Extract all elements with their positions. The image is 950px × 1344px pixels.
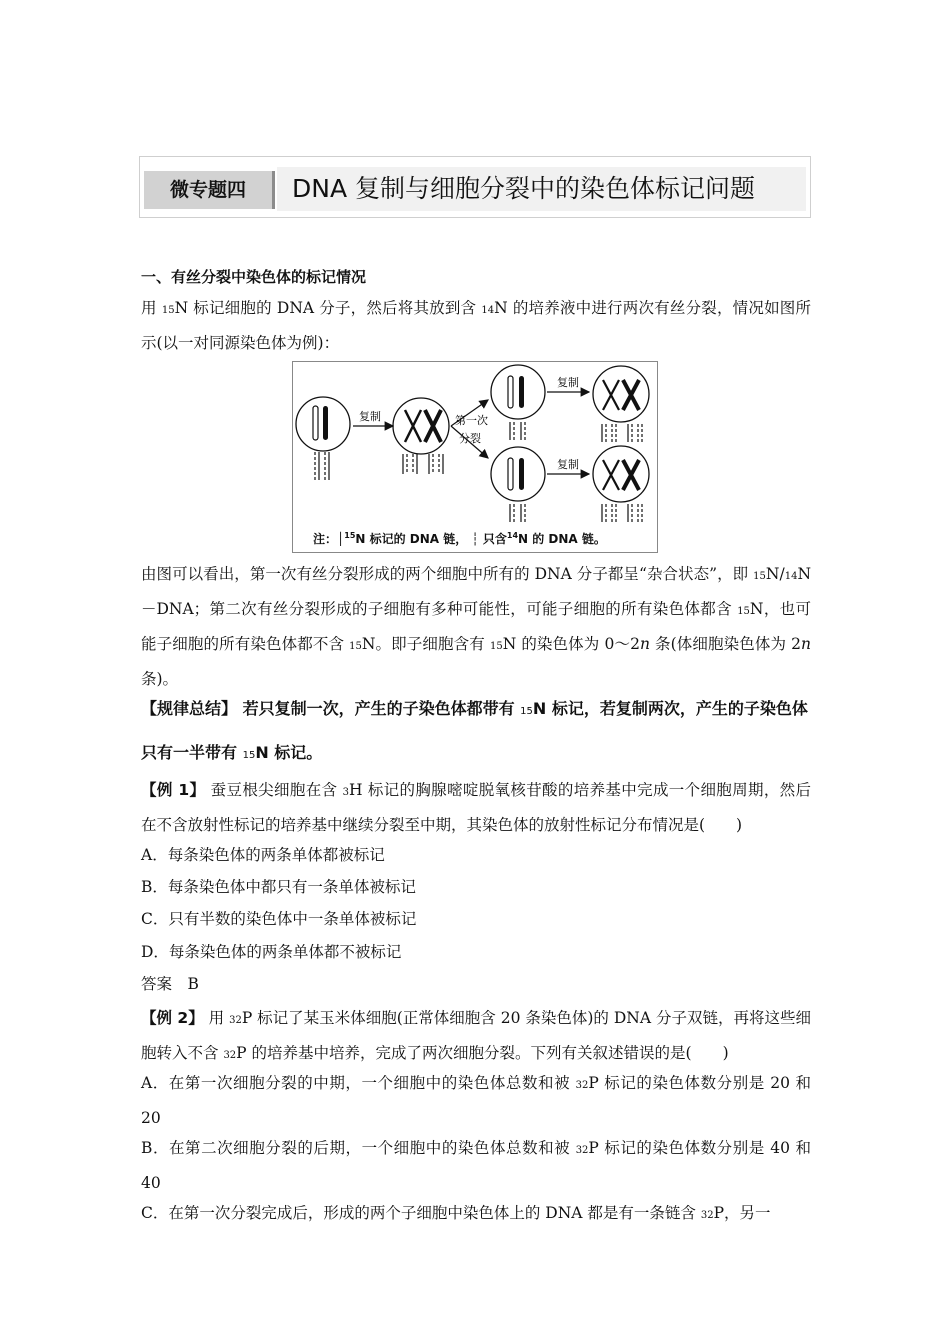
- example-1-option-a: A．每条染色体的两条单体都被标记: [141, 846, 385, 864]
- example-2-option-b: B．在第二次细胞分裂的后期，一个细胞中的染色体总数和被 32P 标记的染色体数分别是 40 和 40: [141, 1139, 811, 1192]
- label-first-division-b: 分裂: [459, 432, 481, 445]
- diagram-svg: [293, 362, 657, 552]
- example-2-option-a: A．在第一次细胞分裂的中期，一个细胞中的染色体总数和被 32P 标记的染色体数分别是 20 和 20: [141, 1074, 812, 1127]
- example-1-option-c: C．只有半数的染色体中一条单体被标记: [141, 910, 417, 928]
- cell-parent: [296, 397, 350, 480]
- daughter-cell-top: [491, 365, 545, 440]
- example-1-answer: 答案 B: [141, 975, 199, 993]
- intro-paragraph: 用 15N 标记细胞的 DNA 分子，然后将其放到含 14N 的培养液中进行两次有丝分裂，情况如图所示(以一对同源染色体为例)：: [141, 299, 811, 352]
- replicated-cell-bottom: [593, 446, 649, 522]
- label-copy-3: 复制: [557, 458, 579, 471]
- example-1-option-b: B．每条染色体中都只有一条单体被标记: [141, 878, 416, 896]
- example-2-option-c: C．在第一次分裂完成后，形成的两个子细胞中染色体上的 DNA 都是有一条链含 32P，另一: [141, 1204, 771, 1222]
- analysis-paragraph: 由图可以看出，第一次有丝分裂形成的两个细胞中所有的 DNA 分子都呈“杂合状态”，即 15N/14N－DNA；第二次有丝分裂形成的子细胞有多种可能性，可能子细胞的所有染色体都含 15N，也可能子细胞的所有染色体都不含 15N。即子细胞含有 15N 的染色体为 0～2n 条(体细胞染色体为 2n 条)。: [141, 565, 812, 688]
- cell-replicated: [393, 398, 449, 474]
- page-title: DNA 复制与细胞分裂中的染色体标记问题: [292, 174, 756, 203]
- mitosis-diagram: [292, 361, 658, 553]
- title-banner: [139, 156, 811, 218]
- example-1-question: 【例 1】 蚕豆根尖细胞在含 3H 标记的胸腺嘧啶脱氧核苷酸的培养基中完成一个细胞周期，然后在不含放射性标记的培养基中继续分裂至中期，其染色体的放射性标记分布情况是( ): [141, 781, 812, 834]
- label-copy-2: 复制: [557, 376, 579, 389]
- section-heading: 一、有丝分裂中染色体的标记情况: [141, 268, 367, 286]
- example-1-option-d: D．每条染色体的两条单体都不被标记: [141, 943, 402, 961]
- figure-note: 注：│$^{15}$N 标记的 DNA 链， ┆ 只含$^{14}$N 的 DNA 链。: [313, 531, 606, 546]
- example-2-question: 【例 2】 用 32P 标记了某玉米体细胞(正常体细胞含 20 条染色体)的 DNA 分子双链，再将这些细胞转入不含 32P 的培养基中培养，完成了两次细胞分裂。下列有关叙述错误的是( ): [141, 1009, 811, 1062]
- rule-summary: 【规律总结】 若只复制一次，产生的子染色体都带有 15N 标记，若复制两次，产生的子染色体只有一半带有 15N 标记。: [141, 699, 808, 762]
- replicated-cell-top: [593, 366, 649, 442]
- banner-tag: 微专题四: [144, 171, 275, 209]
- label-first-division-a: 第一次: [455, 414, 488, 427]
- label-copy-1: 复制: [359, 410, 381, 423]
- daughter-cell-bottom: [491, 447, 545, 522]
